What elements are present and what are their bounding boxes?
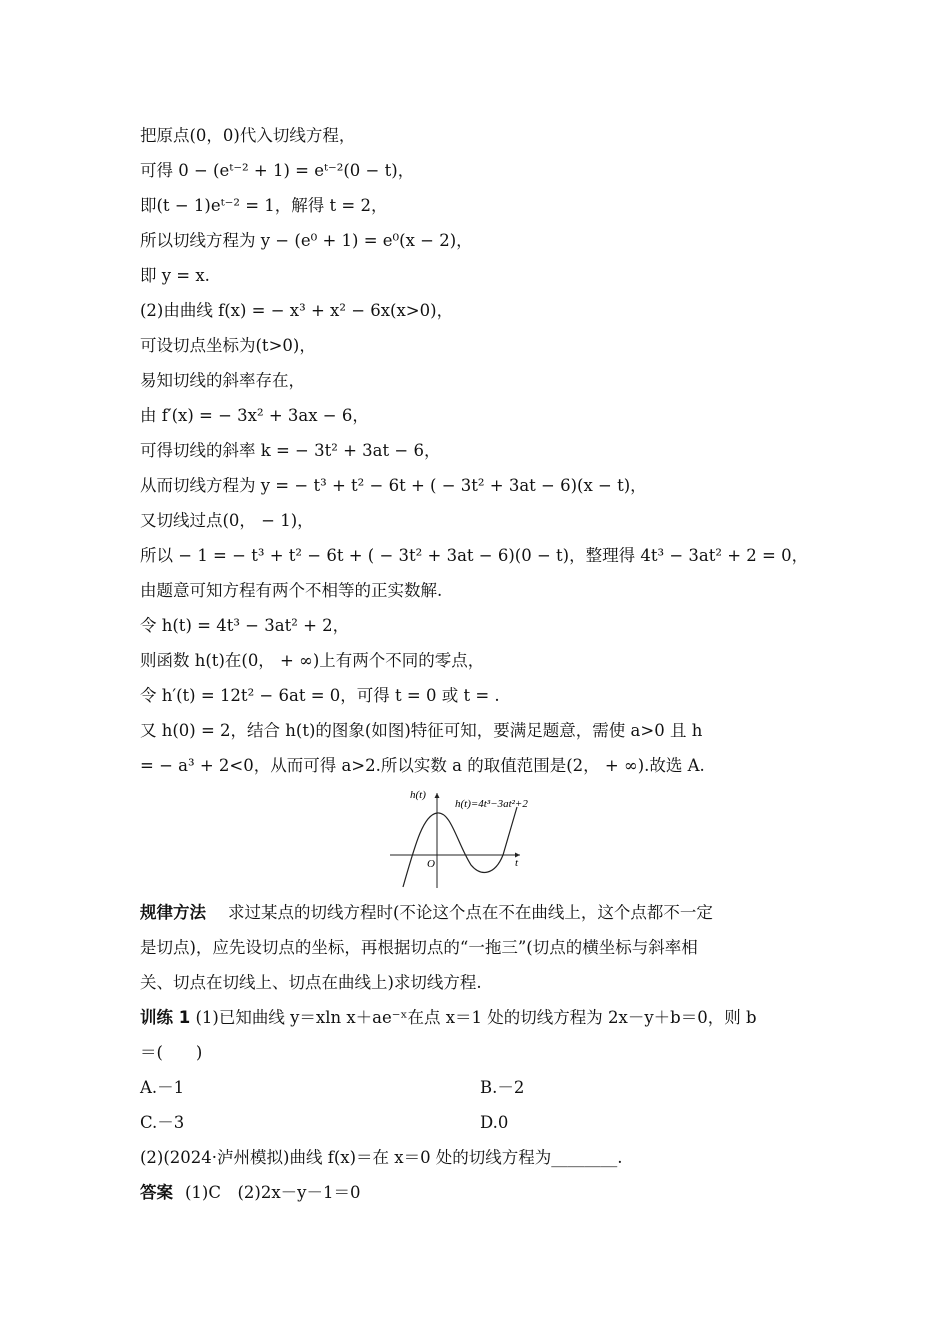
curve-label: h(t)=4t³−3at²+2 — [455, 798, 528, 810]
solution-line: 令 h′(t) = 12t² − 6at = 0，可得 t = 0 或 t = . — [140, 686, 500, 705]
solution-line: 可得切线的斜率 k = − 3t² + 3at − 6， — [140, 441, 441, 460]
option-d: D.0 — [480, 1113, 509, 1132]
solution-line: 即 y = x. — [140, 266, 210, 285]
solution-line: 令 h(t) = 4t³ − 3at² + 2， — [140, 616, 350, 635]
solution-line: 可设切点坐标为(t>0)， — [140, 336, 316, 355]
solution-line: 又切线过点(0， − 1)， — [140, 511, 314, 530]
cubic-graph-figure — [385, 785, 565, 890]
solution-line: 所以 − 1 = − t³ + t² − 6t + ( − 3t² + 3at − 6)(0 − t)，整理得 4t³ − 3at² + 2 = 0， — [140, 546, 809, 565]
origin-label: O — [427, 858, 435, 870]
solution-line: = − a³ + 2<0，从而可得 a>2.所以实数 a 的取值范围是(2， + ∞).故选 A. — [140, 756, 705, 775]
solution-line: 即(t − 1)eᵗ⁻² = 1，解得 t = 2， — [140, 196, 388, 215]
x-axis-label: t — [515, 857, 519, 869]
solution-line: 由 f′(x) = − 3x² + 3ax − 6， — [140, 406, 369, 425]
exercise-q2: (2)(2024·泸州模拟)曲线 f(x)＝在 x＝0 处的切线方程为________. — [140, 1148, 623, 1167]
exercise-q1-line1: 训练 1 (1)已知曲线 y＝xln x＋ae⁻ˣ在点 x＝1 处的切线方程为 2x－y＋b＝0，则 b — [140, 1008, 757, 1027]
method-line-3: 关、切点在切线上、切点在曲线上)求切线方程. — [140, 973, 482, 992]
option-c: C.－3 — [140, 1113, 185, 1132]
method-line-1: 规律方法 求过某点的切线方程时(不论这个点在不在曲线上，这个点都不一定 — [140, 903, 713, 922]
method-line-2: 是切点)，应先设切点的坐标，再根据切点的“一拖三”(切点的横坐标与斜率相 — [140, 938, 698, 957]
option-a: A.－1 — [140, 1078, 185, 1097]
solution-line: 把原点(0，0)代入切线方程， — [140, 126, 356, 145]
y-axis-label: h(t) — [410, 789, 426, 801]
solution-line: 则函数 h(t)在(0， + ∞)上有两个不同的零点， — [140, 651, 485, 670]
exercise-title: 训练 1 — [140, 1008, 191, 1027]
option-b: B.－2 — [480, 1078, 525, 1097]
exercise-q1-line2: ＝( ) — [140, 1043, 203, 1062]
solution-line: 易知切线的斜率存在， — [140, 371, 305, 390]
solution-line: 又 h(0) = 2，结合 h(t)的图象(如图)特征可知，要满足题意，需使 a>0 且 h — [140, 721, 703, 740]
curve-h-of-t — [403, 807, 517, 887]
answer-line — [140, 1182, 361, 1204]
answer-text: (1)C (2)2x－y－1＝0 — [185, 1183, 361, 1202]
answer-label: 答案 — [140, 1183, 173, 1202]
method-title: 规律方法 — [140, 903, 206, 922]
solution-line: 从而切线方程为 y = − t³ + t² − 6t + ( − 3t² + 3at − 6)(x − t)， — [140, 476, 647, 495]
y-axis-arrow — [435, 793, 440, 798]
solution-line: 可得 0 − (eᵗ⁻² + 1) = eᵗ⁻²(0 − t)， — [140, 161, 415, 180]
solution-line: (2)由曲线 f(x) = − x³ + x² − 6x(x>0)， — [140, 301, 454, 320]
solution-line: 所以切线方程为 y − (e⁰ + 1) = e⁰(x − 2)， — [140, 231, 473, 250]
solution-line: 由题意可知方程有两个不相等的正实数解. — [140, 581, 443, 600]
